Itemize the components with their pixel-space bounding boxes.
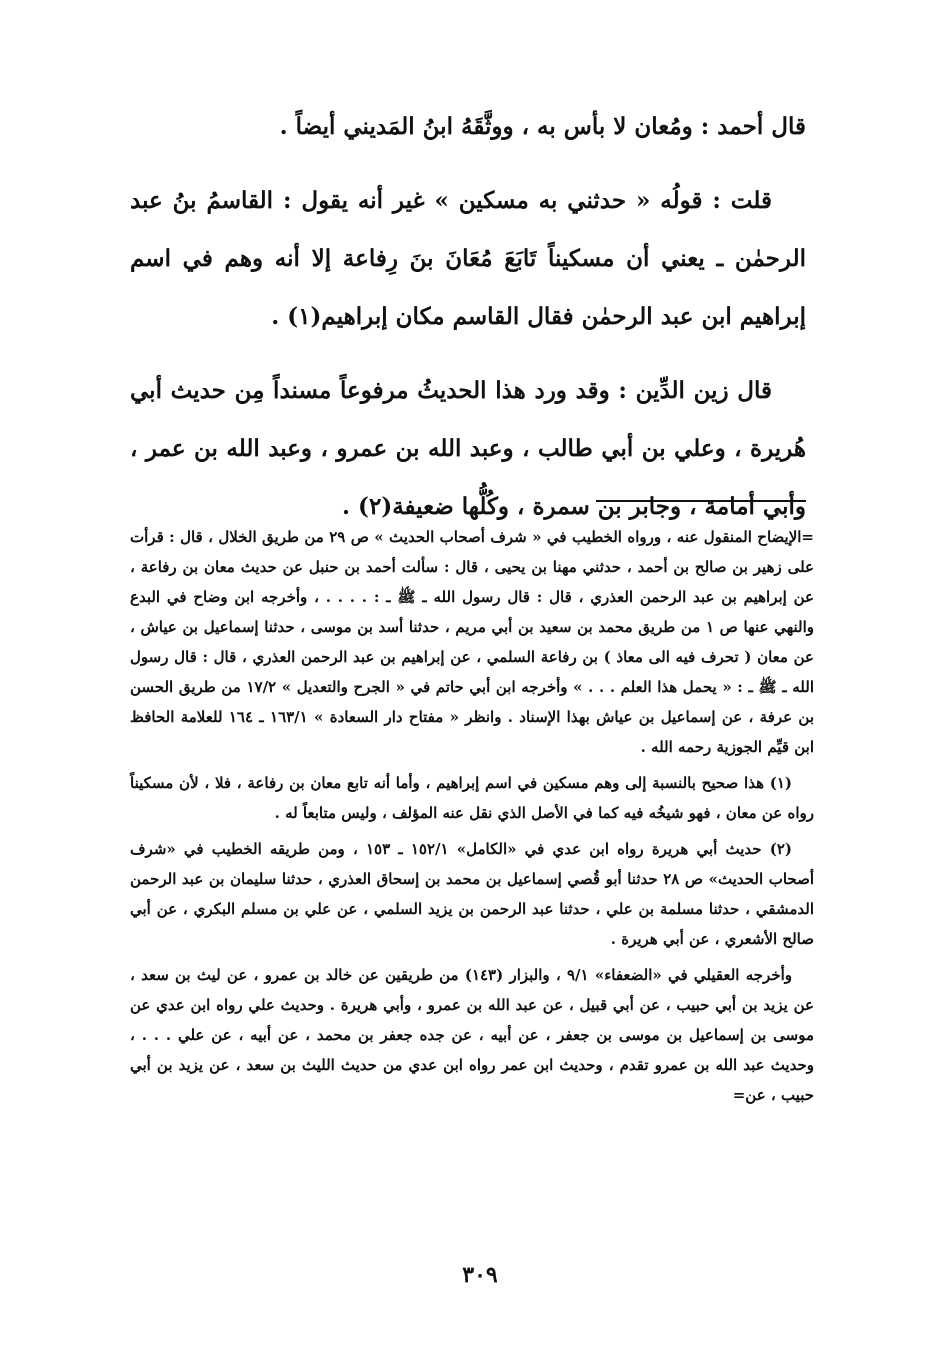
main-paragraph-1: قال أحمد : ومُعان لا بأس به ، ووثَّقَهُ ابنُ المَديني أيضاً . <box>279 113 806 140</box>
main-paragraph-2: قلت : قولُه « حدثني به مسكين » غير أنه يقول : القاسمُ بنُ عبد الرحمٰن ـ يعني أن مسكيناً تَابَعَ مُعَانَ بنَ رِفاعة إلا أنه وهم في اسم إبراهيم ابن عبد الرحمٰن فقال القاسم مكان إبراهيم(١) . <box>130 187 806 330</box>
footnote-2-continued: وأخرجه العقيلي في «الضعفاء» ٩/١ ، والبزار (١٤٣) من طريقين عن خالد بن عمرو ، عن ليث بن سعد ، عن يزيد بن أبي حبيب ، عن أبي قبيل ، عن عبد الله بن عمرو ، وأبي هريرة . وحديث علي رواه ابن عدي عن موسى بن إسماعيل بن موسى بن جعفر ، عن أبيه ، عن جده جعفر بن محمد ، عن أبيه ، عن علي . . . ، وحديث عبد الله بن عمرو تقدم ، وحديث ابن عمر رواه ابن عدي من حديث الليث بن سعد ، عن يزيد بن أبي حبيب ، عن= <box>130 966 814 1104</box>
footnote-2: (٢) حديث أبي هريرة رواه ابن عدي في «الكامل» ١٥٢/١ ـ ١٥٣ ، ومن طريقه الخطيب في «شرف أصحاب الحديث» ص ٢٨ حدثنا أبو قُصي إسماعيل بن محمد بن إسحاق العذري ، حدثنا سليمان بن عبد الرحمن الدمشقي ، حدثنا مسلمة بن علي ، حدثنا عبد الرحمن بن يزيد السلمي ، عن علي بن مسلم البكري ، عن أبي صالح الأشعري ، عن أبي هريرة . <box>130 840 814 948</box>
footnote-continuation: =الإيضاح المنقول عنه ، ورواه الخطيب في « شرف أصحاب الحديث » ص ٢٩ من طريق الخلال ، قال : قرأت على زهير بن صالح بن أحمد ، حدثني مهنا بن يحيى ، قال : سألت أحمد بن حنبل عن حديث معان بن رفاعة ، عن إبراهيم بن عبد الرحمن العذري ، قال : قال رسول الله ـ ﷺ ـ : . . . . ، وأخرجه ابن وضاح في البدع والنهي عنها ص ١ من طريق محمد بن سعيد بن أبي مريم ، حدثنا أسد بن موسى ، حدثنا إسماعيل بن عياش ، عن معان ( تحرف فيه الى معاذ ) بن رفاعة السلمي ، عن إبراهيم بن عبد الرحمن العذري ، قال : قال رسول الله ـ ﷺ ـ : « يحمل هذا العلم . . . » وأخرجه ابن أبي حاتم في « الجرح والتعديل » ١٧/٢ من طريق الحسن بن عرفة ، عن إسماعيل بن عياش بهذا الإسناد . وانظر « مفتاح دار السعادة » ١٦٣/١ ـ ١٦٤ للعلامة الحافظ ابن قيِّم الجوزية رحمه الله . <box>130 528 814 756</box>
page-number: ٣٠٩ <box>462 1262 498 1288</box>
footnotes <box>130 522 814 1116</box>
main-text <box>130 98 806 552</box>
footnote-1: (١) هذا صحيح بالنسبة إلى وهم مسكين في اسم إبراهيم ، وأما أنه تابع معان بن رفاعة ، فلا ، لأن مسكيناً رواه عن معان ، فهو شيخُه فيه كما في الأصل الذي نقل عنه المؤلف ، وليس متابعاً له . <box>130 774 814 822</box>
footnote-separator <box>596 500 806 502</box>
main-paragraph-3: قال زين الدِّين : وقد ورد هذا الحديثُ مرفوعاً مسنداً مِن حديث أبي هُريرة ، وعلي بن أبي طالب ، وعبد الله بن عمرو ، وعبد الله بن عمر ، وأبي أمامة ، وجابر بن سمرة ، وكُلُّها ضعيفة(٢) . <box>130 377 806 520</box>
